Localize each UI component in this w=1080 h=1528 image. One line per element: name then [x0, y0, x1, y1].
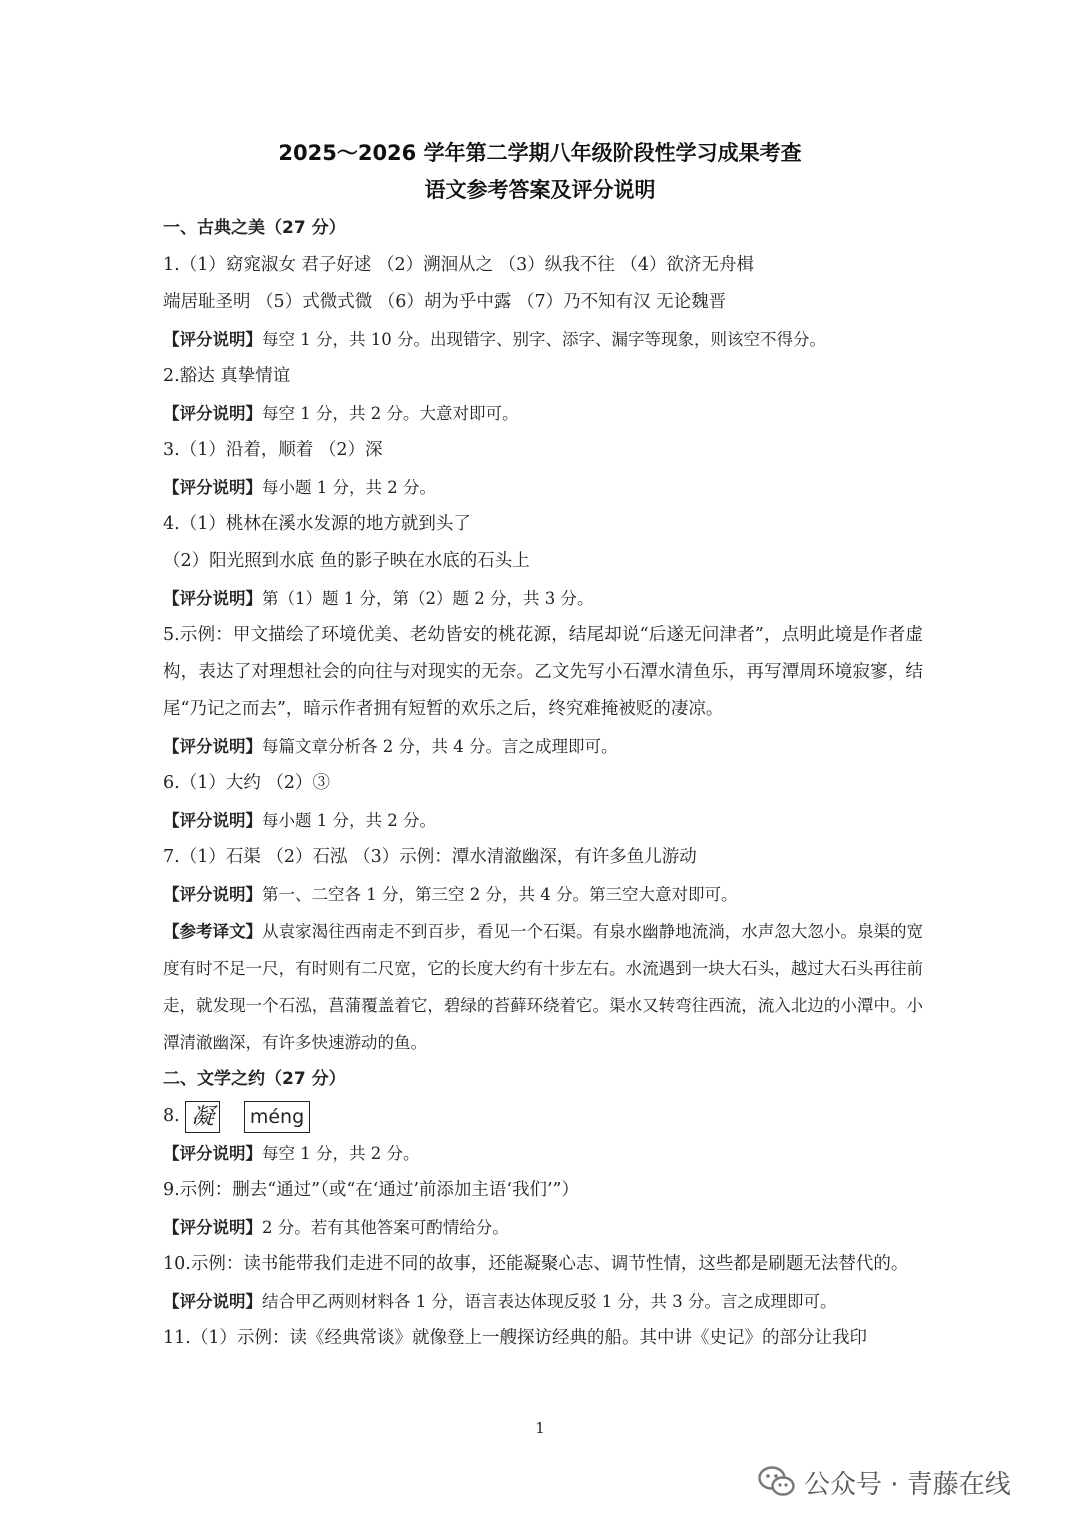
q1-answer-line2: 端居耻圣明 （5）式微式微 （6）胡为乎中露 （7）乃不知有汉 无论魏晋 [163, 292, 727, 312]
q6-answer: 6.（1）大约 （2）③ [163, 773, 331, 793]
scoring-text: 每空 1 分，共 10 分。出现错字、别字、添字、漏字等现象，则该空不得分。 [262, 330, 826, 349]
answer-box-char: 凝 [185, 1101, 220, 1133]
scoring-label: 【评分说明】 [163, 885, 262, 904]
scoring-label: 【评分说明】 [163, 589, 262, 608]
q11-answer: 11.（1）示例：读《经典常谈》就像登上一艘探访经典的船。其中讲《史记》的部分让我印 [163, 1328, 867, 1348]
q2-scoring [163, 395, 923, 432]
page-title: 2025～2026 学年第二学期八年级阶段性学习成果考查 [278, 141, 802, 165]
scoring-label: 【评分说明】 [163, 737, 262, 756]
q9-answer: 9.示例：删去“通过”（或“在‘通过’前添加主语‘我们’”） [163, 1180, 579, 1200]
translation-text: 从袁家渴往西南走不到百步，看见一个石渠。有泉水幽静地流淌，水声忽大忽小。泉渠的宽度有时不足一尺，有时则有二尺宽，它的长度大约有十步左右。水流遇到一块大石头，越过大石头再往前走，就发现一个石泓，菖蒲覆盖着它，碧绿的苔藓环绕着它。渠水又转弯往西流，流入北边的小潭中。小潭清澈幽深，有许多快速游动的鱼。 [163, 922, 924, 1052]
q8-answer [163, 1098, 923, 1135]
answer-content [163, 210, 923, 1357]
scoring-label: 【评分说明】 [163, 330, 262, 349]
q9-scoring [163, 1209, 923, 1246]
scoring-text: 每空 1 分，共 2 分。 [262, 1144, 420, 1163]
q2-answer: 2.豁达 真挚情谊 [163, 366, 291, 386]
scoring-label: 【评分说明】 [163, 1292, 262, 1311]
scoring-text: 每小题 1 分，共 2 分。 [262, 811, 436, 830]
q8-scoring [163, 1135, 923, 1172]
scoring-text: 每空 1 分，共 2 分。大意对即可。 [262, 404, 519, 423]
scoring-label: 【评分说明】 [163, 1144, 262, 1163]
translation-label: 【参考译文】 [163, 922, 263, 941]
scoring-text: 第（1）题 1 分，第（2）题 2 分，共 3 分。 [262, 589, 594, 608]
page-number: 1 [535, 1419, 545, 1437]
scoring-text: 结合甲乙两则材料各 1 分，语言表达体现反驳 1 分，共 3 分。言之成理即可。 [262, 1292, 837, 1311]
q7-scoring [163, 876, 923, 913]
q6-scoring [163, 802, 923, 839]
q3-answer: 3.（1）沿着，顺着 （2）深 [163, 440, 383, 460]
page-subtitle: 语文参考答案及评分说明 [424, 178, 656, 202]
scoring-label: 【评分说明】 [163, 1218, 262, 1237]
watermark-text: 公众号 · 青藤在线 [804, 1469, 1011, 1500]
q7-answer: 7.（1）石渠 （2）石泓 （3）示例：潭水清澈幽深，有许多鱼儿游动 [163, 847, 697, 867]
scoring-text: 每小题 1 分，共 2 分。 [262, 478, 436, 497]
q10-answer: 10.示例：读书能带我们走进不同的故事，还能凝聚心志、调节性情，这些都是刷题无法替代的。 [163, 1254, 909, 1274]
q4-scoring [163, 580, 923, 617]
section-heading-classical: 一、古典之美（27 分） [163, 218, 346, 238]
q1-answer-line1: 1.（1）窈窕淑女 君子好逑 （2）溯洄从之 （3）纵我不往 （4）欲济无舟楫 [163, 255, 754, 275]
q7-translation [163, 913, 923, 1061]
q5-answer: 5.示例：甲文描绘了环境优美、老幼皆安的桃花源，结尾却说“后遂无问津者”，点明此境是作者虚构，表达了对理想社会的向往与对现实的无奈。乙文先写小石潭水清鱼乐，再写潭周环境寂寥，结尾“乃记之而去”，暗示作者拥有短暂的欢乐之后，终究难掩被贬的凄凉。 [163, 625, 923, 719]
q10-scoring [163, 1283, 923, 1320]
q8-number: 8. [163, 1106, 180, 1126]
watermark [758, 1462, 1011, 1502]
scoring-label: 【评分说明】 [163, 404, 262, 423]
scoring-label: 【评分说明】 [163, 478, 262, 497]
answer-box-pinyin: méng [244, 1101, 310, 1133]
q3-scoring [163, 469, 923, 506]
q4-answer-line1: 4.（1）桃林在溪水发源的地方就到头了 [163, 514, 471, 534]
q1-scoring [163, 321, 923, 358]
q5-scoring [163, 728, 923, 765]
scoring-label: 【评分说明】 [163, 811, 262, 830]
scoring-text: 第一、二空各 1 分，第三空 2 分，共 4 分。第三空大意对即可。 [262, 885, 738, 904]
scoring-text: 2 分。若有其他答案可酌情给分。 [262, 1218, 509, 1237]
section-heading-literature: 二、文学之约（27 分） [163, 1069, 346, 1089]
q4-answer-line2: （2）阳光照到水底 鱼的影子映在水底的石头上 [163, 551, 530, 571]
wechat-icon [758, 1465, 796, 1499]
scoring-text: 每篇文章分析各 2 分，共 4 分。言之成理即可。 [262, 737, 618, 756]
